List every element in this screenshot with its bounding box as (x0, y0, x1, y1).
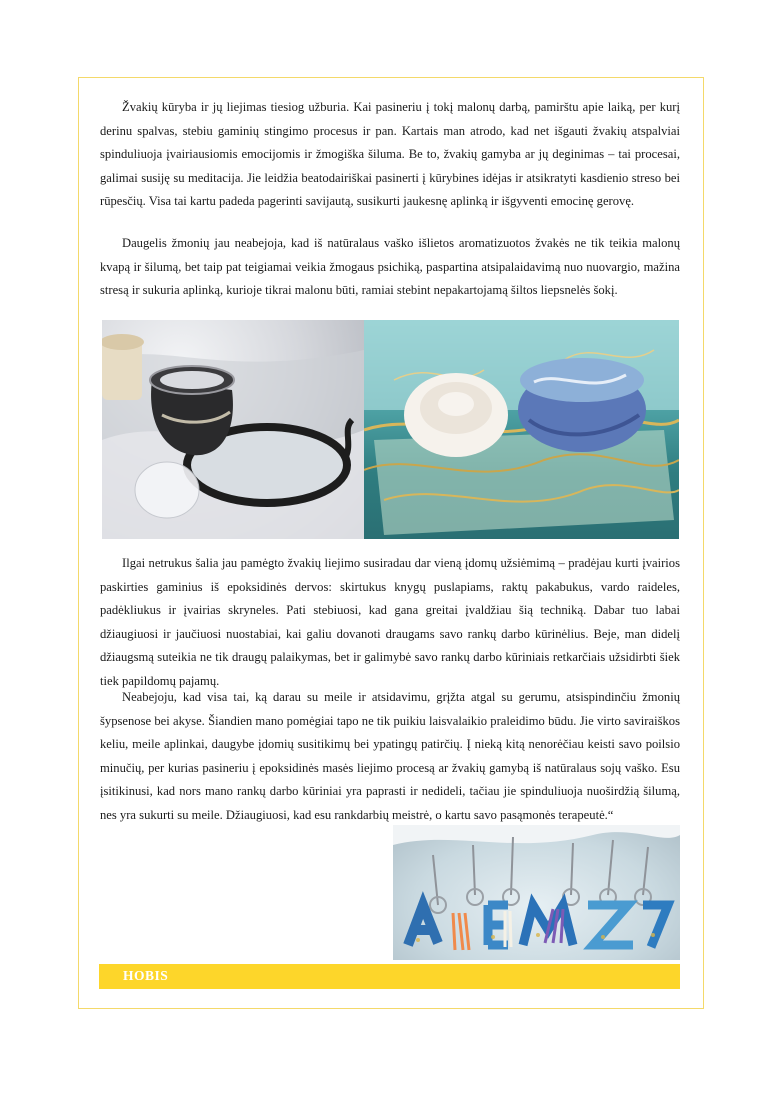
article-paragraph-1: Žvakių kūryba ir jų liejimas tiesiog užburia. Kai pasineriu į tokį malonų darbą, pamirštu apie laiką, per kurį derinu spalvas, stebiu gaminių stingimo procesus ir pan. Kartais man atrodo, kad net išgauti žvakių atspalviai spinduliuoja įvairiausiomis emocijomis ir žmogiška šiluma. Be to, žvakių gamyba ar jų deginimas – tai procesai, galimai susiję su meditacija. Jie leidžia beatodairiškai pasinerti į kūrybines idėjas ir atsikratyti kasdienio streso bei rūpesčių. Visa tai kartu padeda pagerinti savijautą, susikurti jaukesnę aplinką ir išgyventi emocinę gerovę. (100, 100, 680, 209)
keychains-photo (393, 825, 680, 960)
resin-tray-photo (364, 320, 679, 539)
article-paragraph-4: Neabejoju, kad visa tai, ką darau su meile ir atsidavimu, grįžta atgal su gerumu, atsispindinčiu žmonių šypsenose bei akyse. Šiandien mano pomėgiai tapo ne tik puikiu laisvalaikio praleidimo būdu. Jie virto saviraiškos keliu, meile aplinkai, daugybe įdomių susitikimų bei ypatingų patirčių. Į nieką kitą nenorėčiau keisti savo poilsio minučių, per kurias pasineriu į epoksidinės masės liejimo procesą ar žvakių gamybą iš natūralaus sojų vaško. Esu įsitikinusi, kad nors mano rankų darbo kūriniai yra paprasti ir nedideli, tačiau jie spinduliuoja nuoširdžią šilumą, nes yra sukurti su meile. Džiaugiuosi, kad esu rankdarbių meistrė, o kartu savo pasąmonės terapeutė.“ (100, 690, 680, 822)
section-footer-bar (99, 964, 680, 989)
section-label: HOBIS (123, 968, 169, 983)
article-paragraph-2: Daugelis žmonių jau neabejoja, kad iš natūralaus vaško išlietos aromatizuotos žvakės ne tik teikia malonų kvapą ir šilumą, bet taip pat teigiamai veikia žmogaus psichiką, paspartina atsipalaidavimą nuo nuovargio, mažina stresą ir sukuria aplinką, kurioje tikrai malonu būti, ramiai stebint nepakartojamą šiltos liepsnelės šokį. (100, 236, 680, 298)
article-paragraph-3: Ilgai netrukus šalia jau pamėgto žvakių liejimo susiradau dar vieną įdomų užsiėmimą – pradėjau kurti įvairios paskirties gaminius iš epoksidinės dervos: skirtukus knygų puslapiams, raktų pakabukus, vardo raideles, padėkliukus ir įvairias skryneles. Pati stebiuosi, kad gana greitai įvaldžiau šią techniką. Dabar tuo labai džiaugiuosi ir jaučiuosi nuostabiai, kai galiu dovanoti draugams savo rankų darbo kūrinėlius. Beje, man didelį džiaugsmą suteikia ne tik draugų palaikymas, bet ir galimybė savo rankų darbo kūriniais retkarčiais užsidirbti šiek tiek papildomų pajamų. (100, 556, 680, 688)
candles-photo (102, 320, 364, 539)
